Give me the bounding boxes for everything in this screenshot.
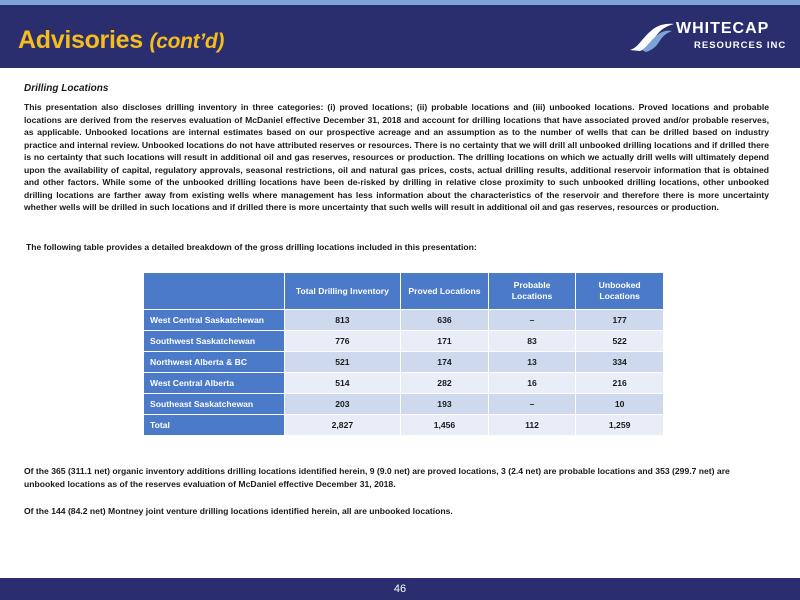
section-subheading: Drilling Locations: [24, 83, 109, 94]
row-label: West Central Alberta: [144, 373, 285, 394]
table-row: [144, 331, 664, 352]
table-cell: 10: [576, 394, 664, 415]
footnote-organic-inventory: Of the 365 (311.1 net) organic inventory additions drilling locations identified herein, 9 (9.0 net) are proved locations, 3 (2.4 net) are probable locations and 353 (299.7 net) are unbooked locations as of the reserves evaluation of McDaniel effective December 31, 2018.: [24, 466, 730, 489]
header-stripe: [0, 0, 800, 5]
table-cell: 813: [284, 310, 401, 331]
table-cell: 1,456: [401, 415, 489, 436]
table-cell: 203: [284, 394, 401, 415]
table-cell: 514: [284, 373, 401, 394]
wave-logo-icon: [628, 20, 676, 54]
table-header-row: [144, 273, 664, 310]
title-cont: (cont’d): [149, 30, 225, 53]
page-number: 46: [393, 583, 407, 595]
table-total-row: [144, 415, 664, 436]
row-label: Northwest Alberta & BC: [144, 352, 285, 373]
logo-subname: RESOURCES INC: [694, 40, 787, 51]
column-header: Proved Locations: [401, 273, 489, 310]
column-header: Total Drilling Inventory: [284, 273, 401, 310]
table-cell: 112: [488, 415, 576, 436]
title-main: Advisories: [18, 26, 143, 54]
table-cell: –: [488, 310, 576, 331]
table-cell: 83: [488, 331, 576, 352]
table-cell: 13: [488, 352, 576, 373]
drilling-locations-table: [143, 272, 664, 436]
logo-name: WHITECAP: [676, 20, 770, 37]
table-row: [144, 394, 664, 415]
row-label: Southwest Saskatchewan: [144, 331, 285, 352]
table-cell: 1,259: [576, 415, 664, 436]
row-label: Southeast Saskatchewan: [144, 394, 285, 415]
table-cell: 174: [401, 352, 489, 373]
table-intro: The following table provides a detailed breakdown of the gross drilling locations included in this presentation:: [26, 242, 477, 252]
row-label: Total: [144, 415, 285, 436]
company-logo: [628, 18, 788, 58]
table-cell: 193: [401, 394, 489, 415]
table-cell: 2,827: [284, 415, 401, 436]
table-cell: –: [488, 394, 576, 415]
table-row: [144, 310, 664, 331]
footnote-montney: Of the 144 (84.2 net) Montney joint venture drilling locations identified herein, all are unbooked locations.: [24, 506, 453, 516]
table-cell: 216: [576, 373, 664, 394]
table-row: [144, 373, 664, 394]
column-header: Unbooked Locations: [576, 273, 664, 310]
table-row: [144, 352, 664, 373]
table-cell: 522: [576, 331, 664, 352]
table-corner-cell: [144, 273, 285, 310]
table-cell: 177: [576, 310, 664, 331]
column-header: Probable Locations: [488, 273, 576, 310]
table-cell: 171: [401, 331, 489, 352]
table-cell: 776: [284, 331, 401, 352]
body-paragraph: This presentation also discloses drilling inventory in three categories: (i) proved locations; (ii) probable locations and (iii) unbooked locations. Proved locations and probable locations are derived from the reserves evaluation of McDaniel effective December 31, 2018 and account for drilling locations that have associated proved and/or probable reserves, as applicable. Unbooked locations are internal estimates based on our prospective acreage and an assumption as to the number of wells that can be drilled based on industry practice and internal review. Unbooked locations do not have attributed reserves or resources. There is no certainty that we will drill all unbooked drilling locations and if drilled there is no certainty that such locations will result in additional oil and gas reserves, resources or production. The drilling locations on which we actually drill wells will ultimately depend upon the availability of capital, regulatory approvals, seasonal restrictions, oil and natural gas prices, costs, actual drilling results, additional reservoir information that is obtained and other factors. While some of the unbooked drilling locations have been de-risked by drilling in relative close proximity to such unbooked drilling locations, other unbooked drilling locations are farther away from existing wells where management has less information about the characteristics of the reservoir and therefore there is more uncertainty whether wells will be drilled in such locations and if drilled there is more uncertainty that such wells will result in additional oil and gas reserves, resources or production.: [24, 102, 769, 212]
page-title: [18, 26, 224, 55]
table-cell: 16: [488, 373, 576, 394]
row-label: West Central Saskatchewan: [144, 310, 285, 331]
table-cell: 636: [401, 310, 489, 331]
table-cell: 521: [284, 352, 401, 373]
table-cell: 334: [576, 352, 664, 373]
table-cell: 282: [401, 373, 489, 394]
